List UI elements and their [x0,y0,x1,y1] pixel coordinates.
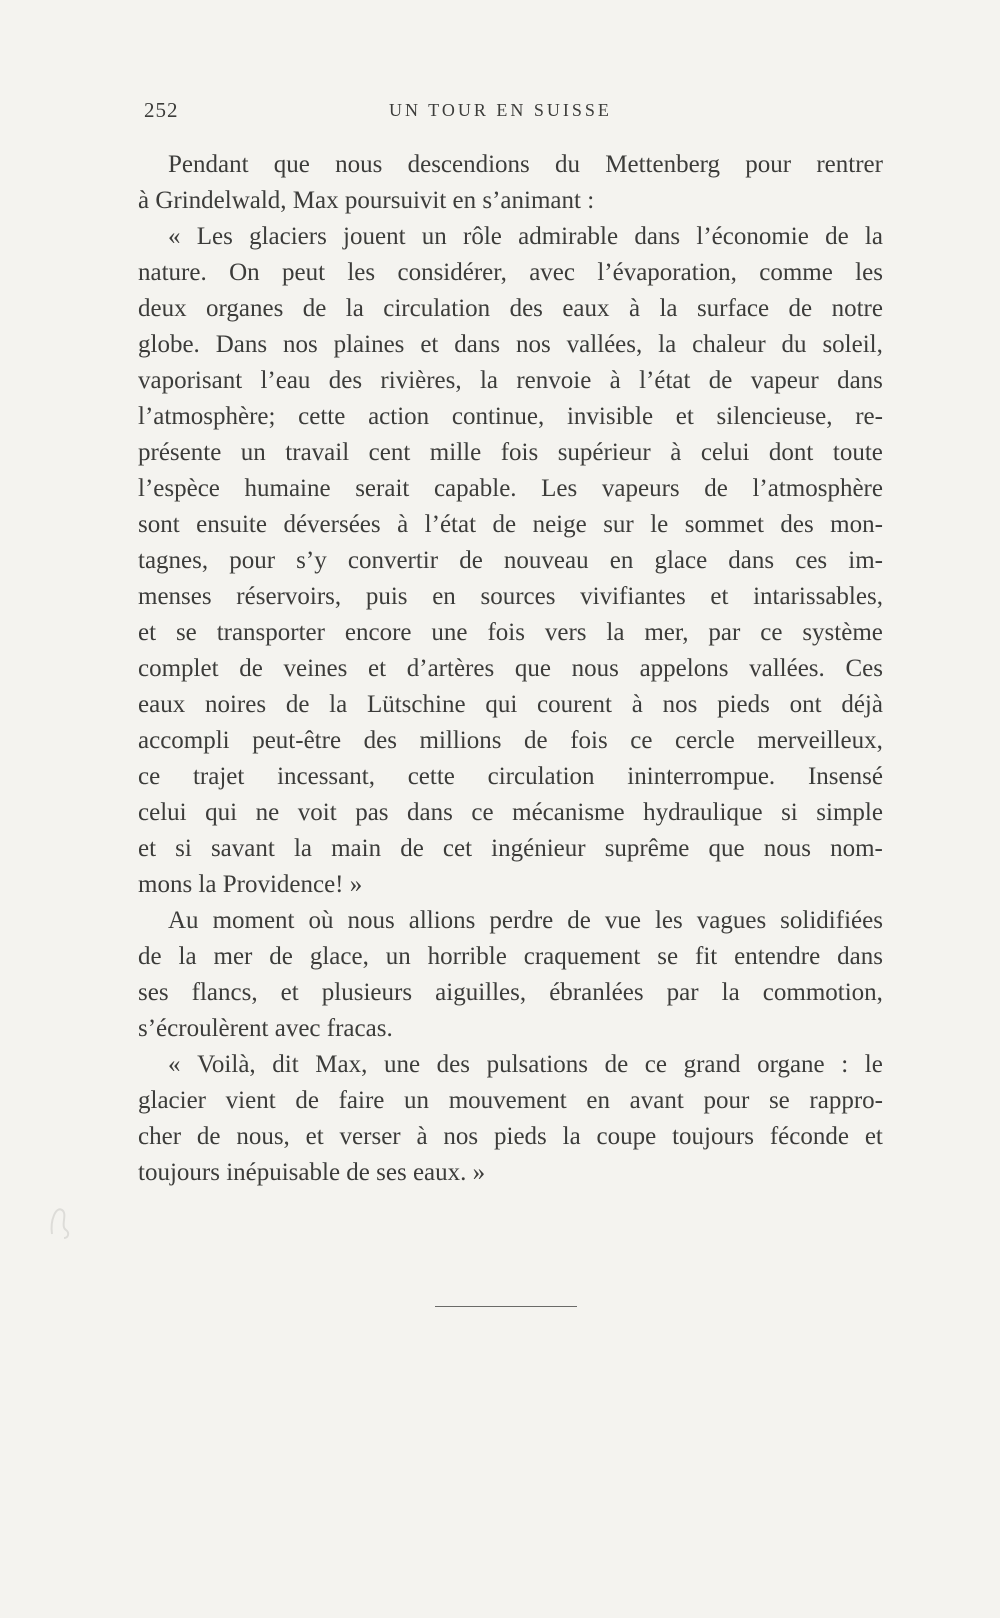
text-line: complet de veines et d’artères que nous appelons vallées. Ces [138,655,883,682]
text-line: l’espèce humaine serait capable. Les vapeurs de l’atmosphère [138,475,883,502]
paragraph [138,219,883,903]
paragraph [138,1047,883,1191]
text-line: s’écroulèrent avec fracas. [138,1015,393,1042]
running-head: UN TOUR EN SUISSE [389,100,612,120]
text-line: eaux noires de la Lütschine qui courent à nos pieds ont déjà [138,691,883,718]
paragraph [138,147,883,219]
text-line: à Grindelwald, Max poursuivit en s’animant : [138,187,595,214]
text-line: sont ensuite déversées à l’état de neige sur le sommet des mon- [138,511,883,538]
text-line: de la mer de glace, un horrible craquement se fit entendre dans [138,943,883,970]
text-line: l’atmosphère; cette action continue, invisible et silencieuse, re- [138,403,883,430]
text-line: deux organes de la circulation des eaux à la surface de notre [138,295,883,322]
text-line: Pendant que nous descendions du Mettenberg pour rentrer [168,151,883,178]
faint-ink-mark [46,1200,74,1240]
text-line: vaporisant l’eau des rivières, la renvoie à l’état de vapeur dans [138,367,883,394]
text-line: nature. On peut les considérer, avec l’évaporation, comme les [138,259,883,286]
text-line: toujours inépuisable de ses eaux. » [138,1159,486,1186]
text-line: menses réservoirs, puis en sources vivifiantes et intarissables, [138,583,883,610]
text-line: ses flancs, et plusieurs aiguilles, ébranlées par la commotion, [138,979,883,1006]
text-line: mons la Providence! » [138,871,363,898]
text-line: et si savant la main de cet ingénieur suprême que nous nom- [138,835,883,862]
text-line: celui qui ne voit pas dans ce mécanisme hydraulique si simple [138,799,883,826]
body-text [138,147,883,1191]
text-line: Au moment où nous allions perdre de vue les vagues solidifiées [168,907,883,934]
paragraph [138,903,883,1047]
page-header [144,98,884,128]
text-line: « Les glaciers jouent un rôle admirable dans l’économie de la [168,223,883,250]
end-rule [435,1306,577,1307]
text-line: cher de nous, et verser à nos pieds la coupe toujours féconde et [138,1123,883,1150]
text-line: accompli peut-être des millions de fois ce cercle merveilleux, [138,727,883,754]
text-line: ce trajet incessant, cette circulation ininterrompue. Insensé [138,763,883,790]
page-number: 252 [144,98,179,122]
text-line: et se transporter encore une fois vers la mer, par ce système [138,619,883,646]
text-line: globe. Dans nos plaines et dans nos vallées, la chaleur du soleil, [138,331,883,358]
text-line: « Voilà, dit Max, une des pulsations de ce grand organe : le [168,1051,883,1078]
text-line: glacier vient de faire un mouvement en avant pour se rappro- [138,1087,883,1114]
text-line: tagnes, pour s’y convertir de nouveau en glace dans ces im- [138,547,883,574]
text-line: présente un travail cent mille fois supérieur à celui dont toute [138,439,883,466]
